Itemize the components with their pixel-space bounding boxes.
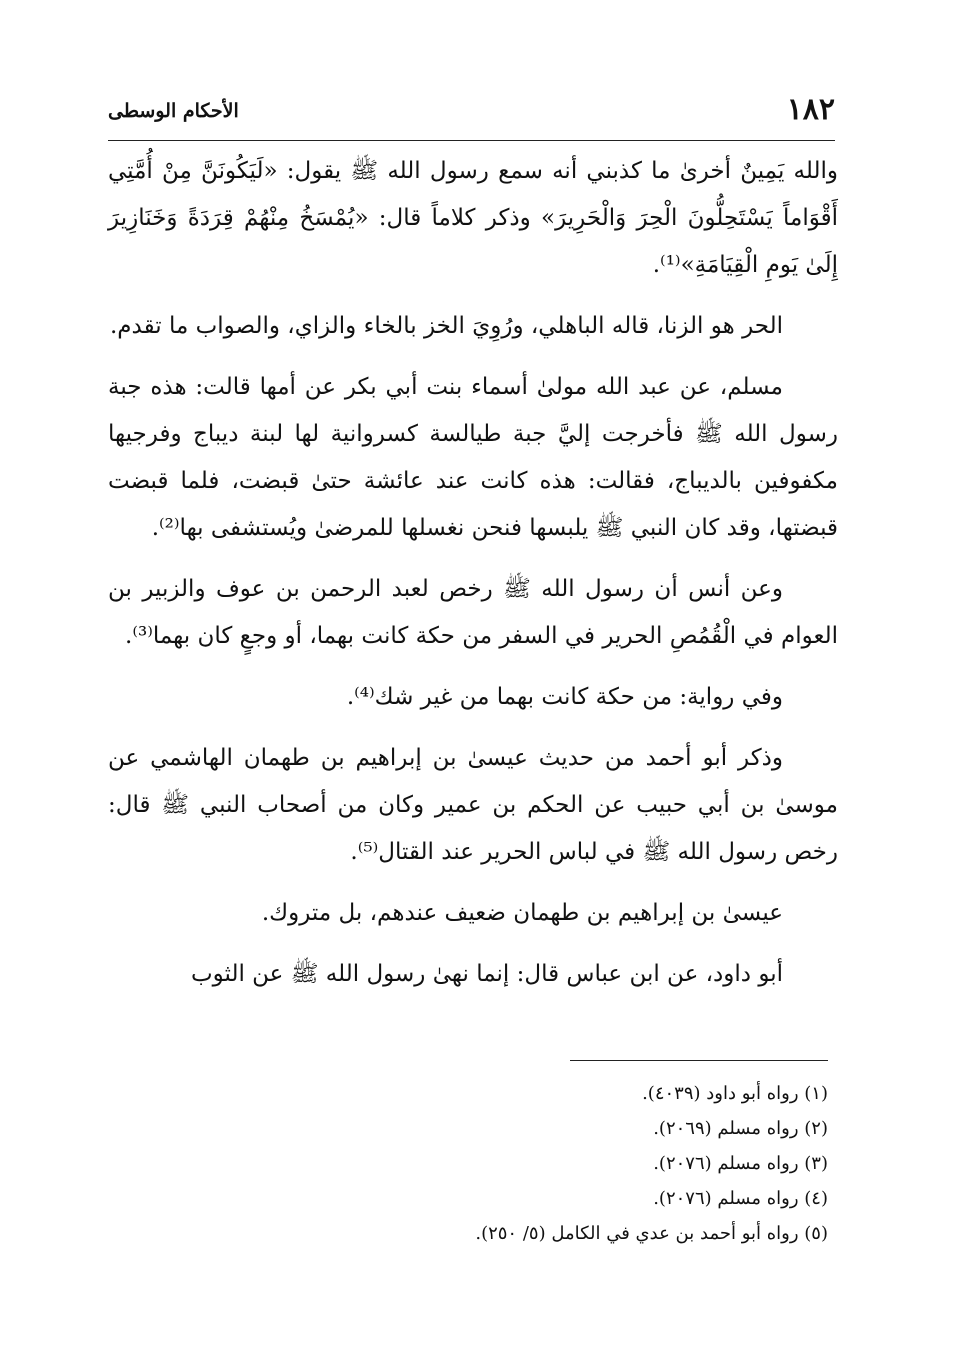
footnote-4: (٤) رواه مسلم (٢٠٧٦). [653, 1188, 828, 1209]
book-title: الأحكام الوسطى [108, 100, 239, 122]
footnote-2: (٢) رواه مسلم (٢٠٦٩). [653, 1118, 828, 1139]
paragraph-8: أبو داود، عن ابن عباس قال: إنما نهىٰ رسول الله ﷺ عن الثوب [190, 961, 783, 987]
paragraph-2: الحر هو الزنا، قاله الباهلي، ورُوِيَ الخز بالخاء والزاي، والصواب ما تقدم. [109, 313, 783, 339]
footnotes [228, 1076, 828, 1251]
paragraph-1: والله يَمِينٌ أخرىٰ ما كذبني أنه سمع رسول الله ﷺ يقول: «لَيَكُونَنَّ مِنْ أُمَّتِي أَقْوَاماً يَسْتَحِلُّونَ الْحِرَ وَالْحَرِيرَ» وذكر كلاماً قال: «يُمْسَخُ مِنْهُمْ قِرَدَةً وَخَنَازِيرَ إِلَىٰ يَومِ الْقِيَامَةِ»⁽¹⁾. [108, 158, 838, 278]
main-text [108, 148, 838, 1012]
paragraph-6: وذكر أبو أحمد من حديث عيسىٰ بن إبراهيم بن طهمان الهاشمي عن موسىٰ بن أبي حبيب عن الحكم بن عمير وكان من أصحاب النبي ﷺ قال: رخص رسول الله ﷺ في لباس الحرير عند القتال⁽⁵⁾. [108, 745, 838, 865]
paragraph-5: وفي رواية: من حكة كانت بهما من غير شك⁽⁴⁾. [346, 684, 783, 710]
footnote-5: (٥) رواه أبو أحمد بن عدي في الكامل (٥/ ٢٥٠). [475, 1223, 828, 1244]
footnote-1: (١) رواه أبو داود (٤٠٣٩). [642, 1083, 828, 1104]
running-header [108, 92, 835, 136]
footnote-separator [570, 1060, 828, 1061]
header-rule [108, 140, 835, 141]
paragraph-7: عيسىٰ بن إبراهيم بن طهمان ضعيف عندهم، بل متروك. [261, 900, 783, 926]
footnote-3: (٣) رواه مسلم (٢٠٧٦). [653, 1153, 828, 1174]
paragraph-4: وعن أنس أن رسول الله ﷺ رخص لعبد الرحمن بن عوف والزبير بن العوام في الْقُمُصِ الحرير في السفر من حكة كانت بهما، أو وجعٍ كان بهما⁽³⁾. [108, 576, 838, 649]
page-number: ١٨٢ [786, 92, 835, 127]
paragraph-3: مسلم، عن عبد الله مولىٰ أسماء بنت أبي بكر عن أمها قالت: هذه جبة رسول الله ﷺ فأخرجت إليَّ جبة طيالسة كسروانية لها لبنة ديباج وفرجيها مكفوفين بالديباج، فقالت: هذه كانت عند عائشة حتىٰ قبضت، فلما قبضت قبضتها، وقد كان النبي ﷺ يلبسها فنحن نغسلها للمرضىٰ ويُستشفى بها⁽²⁾. [108, 374, 838, 541]
